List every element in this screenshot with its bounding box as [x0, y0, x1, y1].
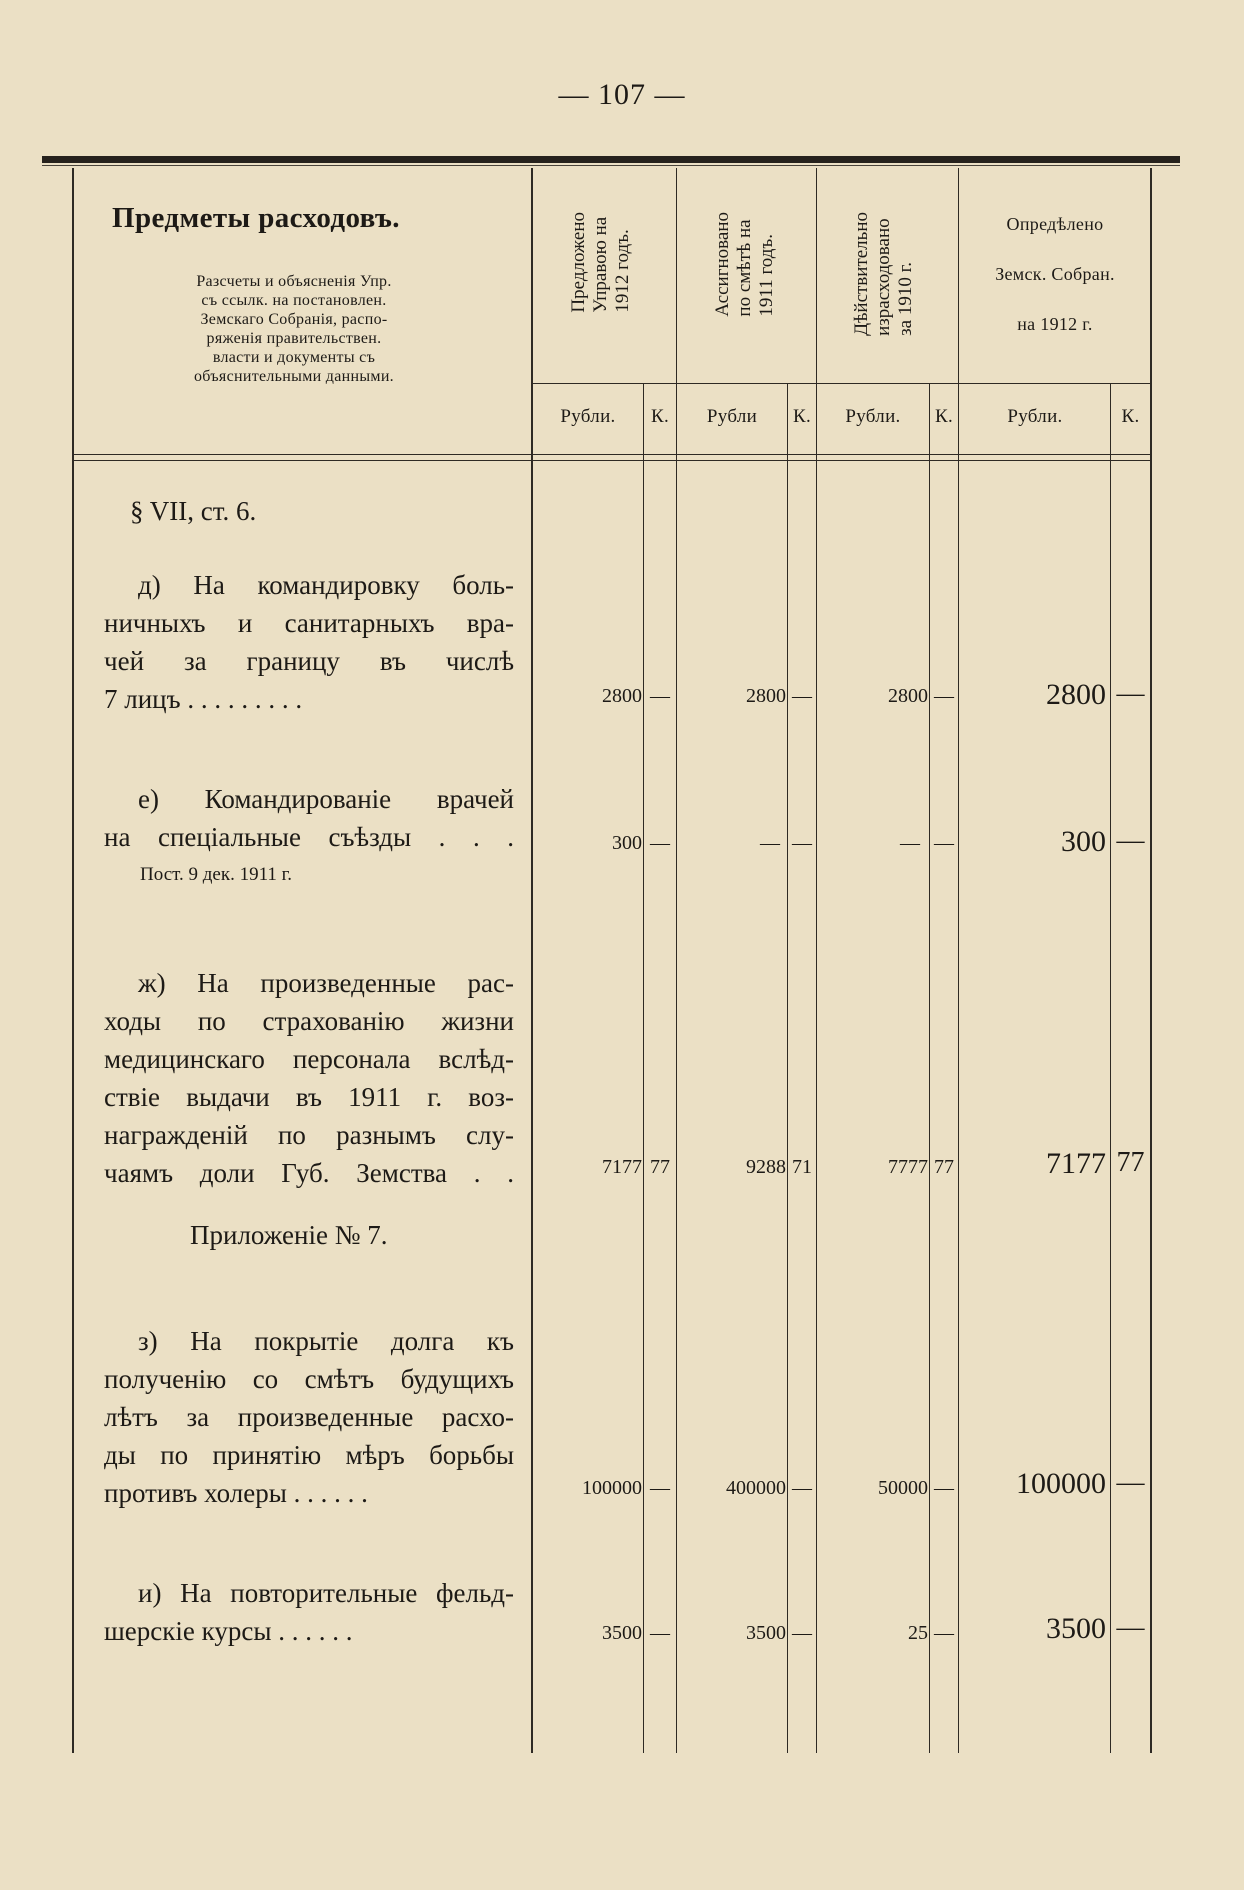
item-line: медицинскаго персонала вслѣд- [104, 1044, 514, 1074]
kop-assigned: — [792, 1477, 812, 1499]
rubli-label-col4: Рубли. [1007, 406, 1063, 427]
top-rule-thick [42, 156, 1180, 163]
kop-approved: — [1116, 1467, 1145, 1498]
item-line: ствіе выдачи въ 1911 г. воз- [104, 1082, 514, 1112]
kop-assigned: — [792, 832, 812, 854]
kop-approved: — [1116, 678, 1145, 709]
kop-divider-3 [929, 383, 930, 1753]
item-line: 7 лицъ . . . . . . . . . [104, 684, 303, 714]
col2-header-line: 1911 годъ. [756, 234, 777, 317]
header-description-line: власти и документы съ [212, 349, 376, 366]
header-description [134, 272, 454, 386]
kop-label-col4: К. [1121, 406, 1140, 427]
item-z-text [104, 1322, 514, 1512]
rubli-label-col2: Рубли [706, 406, 758, 427]
col4-header-line: Земск. Собран. [995, 264, 1115, 284]
kop-approved: — [1116, 825, 1145, 856]
appendix-heading: Приложеніе № 7. [190, 1220, 388, 1250]
item-line: шерскіе курсы . . . . . . [104, 1616, 353, 1646]
item-line: чей за границу въ числѣ [104, 646, 514, 676]
item-line: и) На повторительные фельд- [138, 1578, 514, 1608]
kop-spent: — [934, 685, 954, 707]
amount-approved: 100000 [1016, 1467, 1106, 1500]
amount-proposed: 2800 [602, 685, 642, 707]
amount-spent: 2800 [888, 685, 928, 707]
kop-divider-4 [1110, 383, 1111, 1753]
col2-divider [816, 168, 817, 1753]
header-bottom-line-1 [72, 454, 1152, 455]
amount-proposed: 7177 [602, 1156, 642, 1178]
col1-header [568, 212, 634, 313]
kop-spent: 77 [934, 1156, 954, 1178]
kop-proposed: 77 [650, 1156, 670, 1178]
kop-label-col3: К. [934, 406, 954, 427]
amount-approved: 7177 [1046, 1147, 1106, 1180]
header-bottom-line-2 [72, 460, 1152, 461]
amount-spent: 25 [908, 1622, 928, 1644]
header-description-line: съ ссылк. на постановлен. [201, 292, 387, 309]
kop-spent: — [934, 832, 954, 854]
kop-spent: — [934, 1622, 954, 1644]
col3-header-line: израсходовано [873, 218, 894, 336]
amount-assigned: 400000 [726, 1477, 786, 1499]
amount-approved: 300 [1061, 825, 1106, 858]
kop-proposed: — [650, 1622, 670, 1644]
kop-approved: 77 [1116, 1147, 1145, 1178]
item-line: чаямъ доли Губ. Земства . . [104, 1158, 514, 1188]
item-line: ды по принятію мѣръ борьбы [104, 1440, 514, 1470]
item-e-text [104, 780, 514, 856]
rubli-label-col1: Рубли. [560, 406, 616, 427]
col1-header-line: Управою на [590, 216, 611, 313]
kop-label-col1: К. [650, 406, 670, 427]
outer-left-line [72, 168, 74, 1753]
header-description-line: Земскаго Собранія, распо- [200, 311, 388, 328]
amount-spent: 50000 [878, 1477, 928, 1499]
col4-header-line: Опредѣлено [1006, 214, 1104, 234]
kop-proposed: — [650, 1477, 670, 1499]
amount-assigned: — [760, 832, 780, 854]
item-line: д) На командировку боль- [138, 570, 514, 600]
amount-spent: 7777 [888, 1156, 928, 1178]
amount-proposed: 300 [612, 832, 642, 854]
item-line: з) На покрытіе долга къ [138, 1326, 514, 1356]
col2-header-line: Ассигновано [712, 212, 733, 317]
kop-divider-1 [643, 383, 644, 1753]
kop-assigned: — [792, 685, 812, 707]
item-line: на спеціальные съѣзды . . . [104, 822, 514, 852]
item-line: ничныхъ и санитарныхъ вра- [104, 608, 514, 638]
col4-header-line: на 1912 г. [1017, 314, 1093, 334]
kop-approved: — [1116, 1612, 1145, 1643]
col3-header [851, 212, 917, 336]
item-line: лѣтъ за произведенные расхо- [104, 1402, 514, 1432]
kop-spent: — [934, 1477, 954, 1499]
header-title: Предметы расходовъ. [112, 202, 400, 234]
col3-header-line: Дѣйствительно [851, 212, 872, 336]
section-heading: § VII, ст. 6. [130, 496, 257, 526]
item-line: ж) На произведенные рас- [138, 968, 514, 998]
header-description-line: ряженія правительствен. [206, 330, 382, 347]
col2-header-line: по смѣтѣ на [734, 219, 755, 317]
item-i-text [104, 1574, 514, 1650]
header-description-line: Разсчеты и объясненія Упр. [196, 273, 392, 290]
amount-approved: 3500 [1046, 1612, 1106, 1645]
top-rule-thin [42, 165, 1180, 166]
col1-divider [676, 168, 677, 1753]
item-e-note: Пост. 9 дек. 1911 г. [140, 864, 293, 885]
amount-assigned: 9288 [746, 1156, 786, 1178]
amount-assigned: 2800 [746, 685, 786, 707]
rubli-row-top-line [531, 383, 1150, 384]
item-d-text [104, 566, 514, 718]
item-line: ходы по страхованію жизни [104, 1006, 514, 1036]
col1-header-line: Предложено [568, 212, 589, 313]
amount-spent: — [900, 832, 920, 854]
description-divider [531, 168, 533, 1753]
item-line: е) Командированіе врачей [138, 784, 514, 814]
kop-assigned: 71 [792, 1156, 812, 1178]
kop-proposed: — [650, 685, 670, 707]
amount-proposed: 100000 [582, 1477, 642, 1499]
kop-divider-2 [787, 383, 788, 1753]
col3-header-line: за 1910 г. [895, 262, 916, 336]
kop-proposed: — [650, 832, 670, 854]
item-zh-text [104, 964, 514, 1192]
kop-label-col2: К. [792, 406, 812, 427]
col1-header-line: 1912 годъ. [612, 229, 633, 313]
amount-proposed: 3500 [602, 1622, 642, 1644]
kop-assigned: — [792, 1622, 812, 1644]
col2-header [712, 212, 778, 317]
item-line: полученію со смѣтъ будущихъ [104, 1364, 514, 1394]
amount-approved: 2800 [1046, 678, 1106, 711]
item-line: противъ холеры . . . . . . [104, 1478, 368, 1508]
item-line: награжденій по разнымъ слу- [104, 1120, 514, 1150]
rubli-label-col3: Рубли. [845, 406, 901, 427]
page-number: — 107 — [558, 78, 686, 111]
amount-assigned: 3500 [746, 1622, 786, 1644]
col3-divider [958, 168, 959, 1753]
outer-right-line [1150, 168, 1152, 1753]
header-description-line: объяснительными данными. [194, 368, 394, 385]
